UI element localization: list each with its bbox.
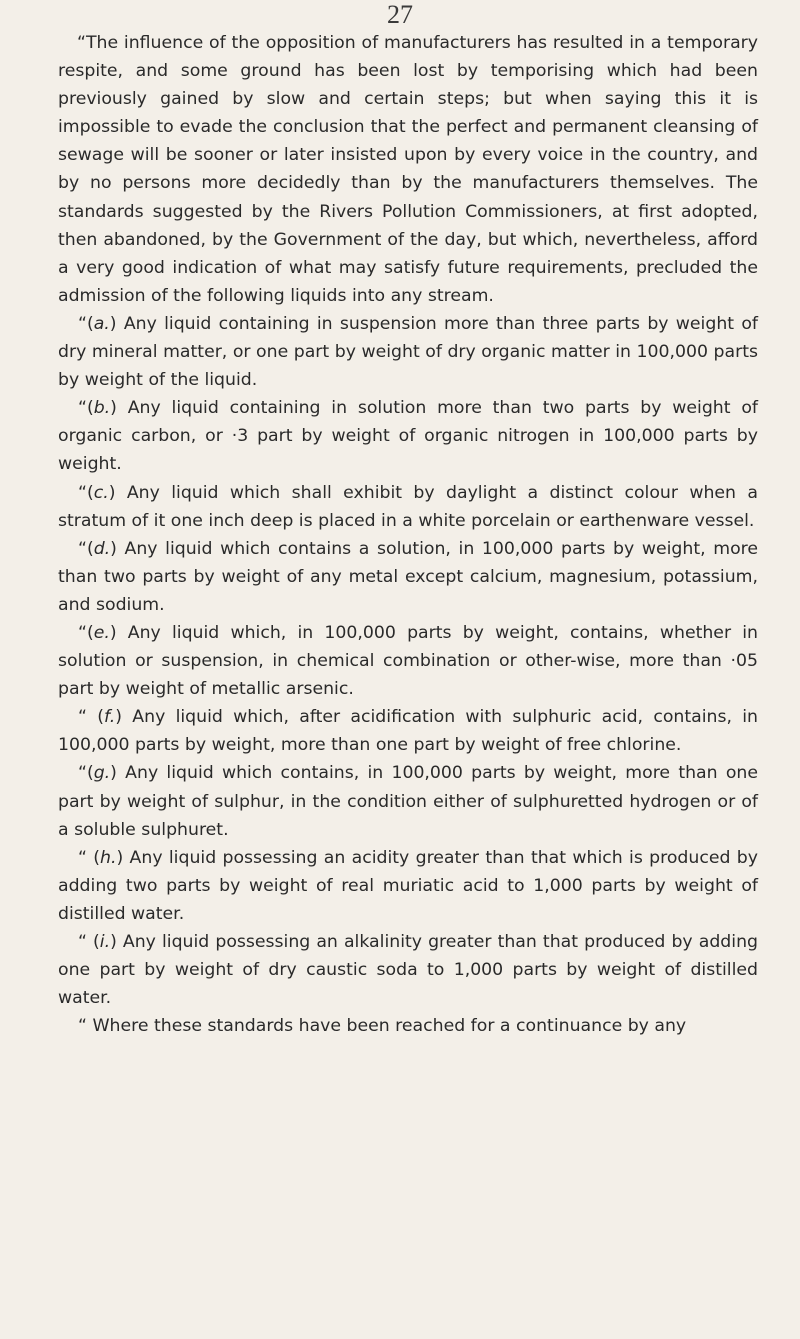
open-quote: “( [78,538,94,559]
open-quote: “ [77,33,86,53]
standard-i [58,928,758,1012]
close-paren: ) [115,707,123,728]
open-quote: “ ( [78,847,101,868]
paragraph-intro [58,29,758,310]
close-paren: ) [110,538,117,559]
item-label: h. [100,847,117,868]
close-paren: ) [109,622,117,643]
open-quote: “ [78,1016,93,1037]
close-paren: ) [109,313,117,334]
standard-b [58,394,758,478]
standard-g [58,759,758,843]
open-quote: “( [78,313,94,334]
standard-d [58,535,758,619]
paragraph-text: Any liquid containing in suspension more than three parts by weight of dry mineral matter, or one part by weight of dry organic matter in 100,000 parts by weight of the liquid. [58,313,758,391]
close-paren: ) [110,932,117,952]
close-paren: ) [108,482,116,503]
paragraph-text: The influence of the opposition of manufacturers has resulted in a temporary respite, and some ground has been lost by temporising which had been previously gained by slow and certain steps; but when saying this it is impossible to evade the conclusion that the perfect and permanent cleansing of sewage will be sooner or later insisted upon by every voice in the country, and by no persons more decidedly than by the manufacturers themselves. The standards suggested by the Rivers Pollution Commissioners, at first adopted, then abandoned, by the Government of the day, but which, nevertheless, afford a very good indication of what may satisfy future requirements, precluded the admission of the following liquids into any stream. [58,33,758,306]
paragraph-text: Any liquid which contains, in 100,000 parts by weight, more than one part by weight of sulphur, in the condition either of sulphuretted hydrogen or of a soluble sulphuret. [58,763,758,840]
paragraph-continuation [58,1012,758,1040]
open-quote: “ ( [78,932,100,952]
open-quote: “( [78,622,94,643]
paragraph-text: Where these standards have been reached for a continuance by any [92,1016,687,1037]
item-label: c. [93,482,109,503]
open-quote: “( [78,398,94,419]
page-number: 27 [387,0,413,29]
item-label: f. [103,707,116,728]
close-paren: ) [110,398,117,419]
standard-a [58,310,758,394]
paragraph-text: Any liquid which contains a solution, in 100,000 parts by weight, more than two parts by weight of any metal except calcium, magnesium, potassium, and sodium. [58,538,758,615]
paragraph-text: Any liquid which, after acidification with sulphuric acid, contains, in 100,000 parts by weight, more than one part by weight of free chlorine. [58,707,758,756]
paragraph-text: Any liquid containing in solution more than two parts by weight of organic carbon, or ·3 part by weight of organic nitrogen in 100,000 parts by weight. [58,398,758,475]
item-label: d. [93,538,111,559]
standard-e [58,619,758,703]
standard-c [58,479,758,535]
standard-h [58,844,758,928]
body-text [58,29,758,1040]
item-label: i. [99,932,111,952]
open-quote: “( [78,482,94,503]
standard-f [58,703,758,759]
open-quote: “( [78,763,94,784]
item-label: e. [93,622,110,643]
item-label: a. [93,313,110,334]
close-paren: ) [116,847,124,868]
paragraph-text: Any liquid possessing an acidity greater than that which is produced by adding two parts by weight of real muriatic acid to 1,000 parts by weight of distilled water. [58,847,758,924]
paragraph-text: Any liquid which shall exhibit by daylight a distinct colour when a stratum of it one inch deep is placed in a white porcelain or earthenware vessel. [58,482,758,531]
open-quote: “ ( [78,707,104,728]
item-label: g. [93,763,111,784]
item-label: b. [93,398,111,419]
paragraph-text: Any liquid possessing an alkalinity greater than that produced by adding one part by weight of dry caustic soda to 1,000 parts by weight of distilled water. [58,932,758,1009]
close-paren: ) [110,763,117,784]
paragraph-text: Any liquid which, in 100,000 parts by weight, contains, whether in solution or suspension, in chemical combination or other-wise, more than ·05 part by weight of metallic arsenic. [58,622,758,700]
